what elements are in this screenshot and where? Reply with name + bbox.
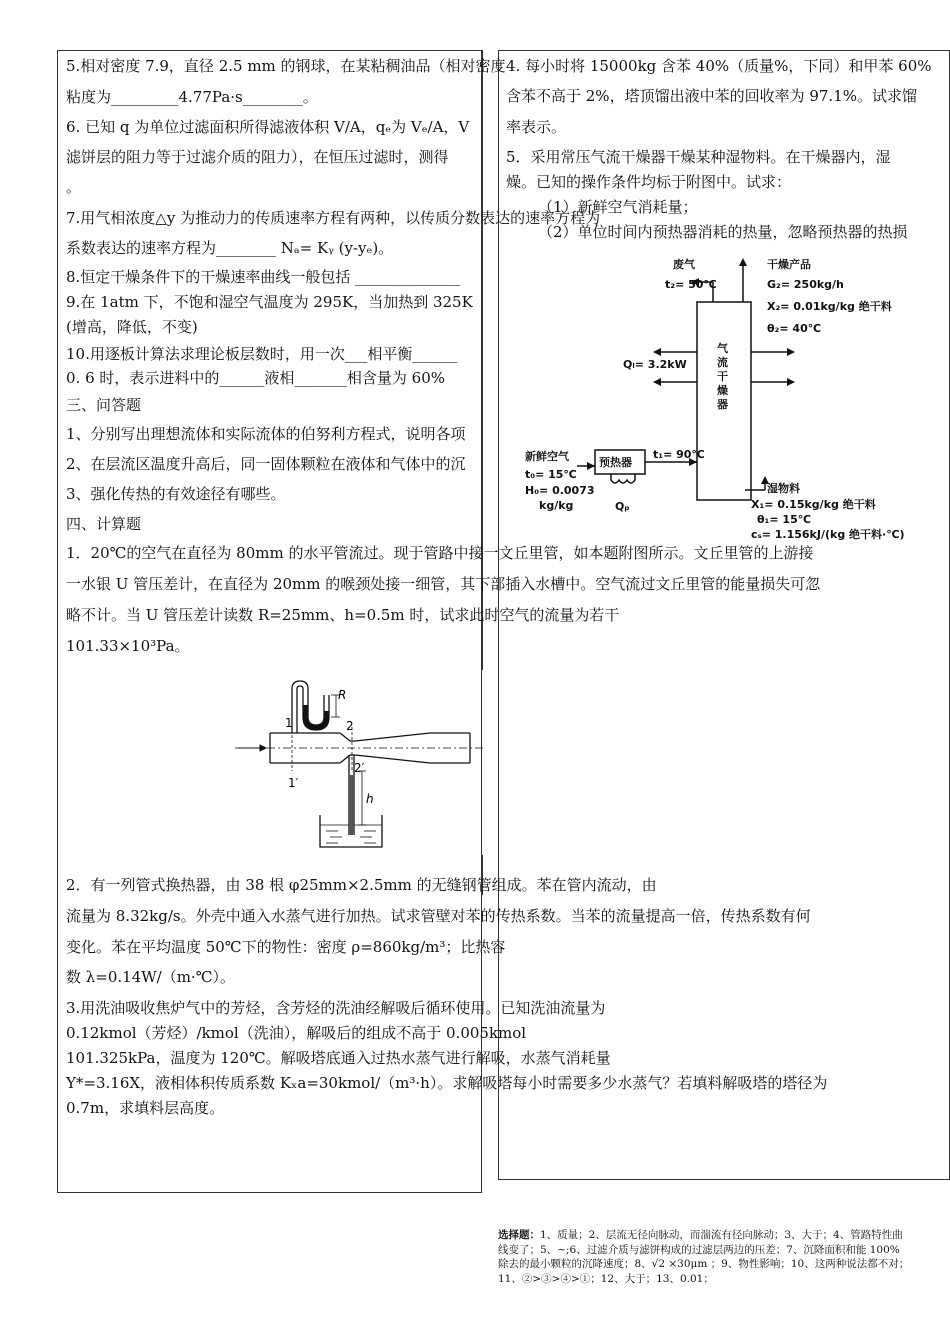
label-dryer-5: 器: [717, 398, 728, 411]
label-X1: X₁= 0.15kg/kg 绝干料: [751, 498, 876, 511]
label-dryer-4: 燥: [717, 384, 728, 397]
q9-line2: (增高，降低，不变): [66, 318, 198, 336]
calc2-line1: 2．有一列管式换热器，由 38 根 φ25mm×2.5mm 的无缝钢管组成。苯在管内流动，由: [66, 876, 657, 894]
q6-line3: 。: [66, 178, 82, 196]
venturi-diagram: [230, 675, 490, 855]
r-q5-sub1: （1）新鲜空气消耗量；: [538, 198, 698, 216]
r-q4-line2: 含苯不高于 2%，塔顶馏出液中苯的回收率为 97.1%。试求馏: [506, 87, 917, 105]
q5-line1: 5.相对密度 7.9，直径 2.5 mm 的钢球，在某粘稠油品（相对密度: [66, 57, 506, 75]
label-theta1: θ₁= 15℃: [757, 513, 812, 526]
calc3-line3: 101.325kPa，温度为 120℃。解吸塔底通入过热水蒸气进行解吸，水蒸气消耗量: [66, 1049, 611, 1067]
label-preheater: 预热器: [599, 456, 632, 469]
label-wet-material: 湿物料: [767, 482, 800, 495]
calc1-line1: 1．20℃的空气在直径为 80mm 的水平管流过。现于管路中接一文丘里管，如本题附图所示。文丘里管的上游接: [66, 544, 814, 562]
label-QL: Qₗ= 3.2kW: [623, 358, 687, 371]
calc1-line4: 101.33×10³Pa。: [66, 637, 190, 655]
q6-line1: 6. 已知 q 为单位过滤面积所得滤液体积 V/A，qₑ为 Vₑ/A，V: [66, 118, 470, 136]
calc2-line3: 变化。苯在平均温度 50℃下的物性：密度 ρ=860kg/m³；比热容: [66, 938, 506, 956]
calc2-line4: 数 λ=0.14W/（m·℃）。: [66, 968, 235, 986]
label-theta2: θ₂= 40℃: [767, 322, 822, 335]
calc3-line2: 0.12kmol（芳烃）/kmol（洗油），解吸后的组成不高于 0.005kmol: [66, 1024, 527, 1042]
label-1: 1: [285, 716, 293, 730]
q7-line2: 系数表达的速率方程为________ Nₐ= Kᵧ (y-yₑ)。: [66, 239, 394, 257]
q10-line2: 0. 6 时，表示进料中的______液相_______相含量为 60%: [66, 369, 446, 387]
label-H0-unit: kg/kg: [539, 499, 574, 512]
label-R: R: [338, 688, 347, 702]
r-q5-line1: 5．采用常压气流干燥器干燥某种湿物料。在干燥器内，湿: [506, 148, 891, 166]
label-2: 2: [346, 719, 354, 733]
label-waste-gas: 废气: [673, 258, 695, 271]
label-t2: t₂= 50℃: [665, 278, 717, 291]
label-h: h: [366, 792, 374, 806]
label-cs: cₛ= 1.156kJ/(kg 绝干料·℃): [751, 528, 905, 541]
qa-2: 2、在层流区温度升高后，同一固体颗粒在液体和气体中的沉: [66, 455, 466, 473]
answers-label: 选择题：: [498, 1229, 540, 1241]
calc3-line5: 0.7m，求填料层高度。: [66, 1099, 225, 1117]
q9-line1: 9.在 1atm 下，不饱和湿空气温度为 295K，当加热到 325K: [66, 293, 473, 311]
calc3-line1: 3.用洗油吸收焦炉气中的芳烃，含芳烃的洗油经解吸后循环使用。已知洗油流量为: [66, 999, 606, 1017]
q6-line2: 滤饼层的阻力等于过滤介质的阻力），在恒压过滤时，测得: [66, 148, 449, 166]
r-q4-line3: 率表示。: [506, 118, 567, 136]
q7-line1: 7.用气相浓度△y 为推动力的传质速率方程有两种，以传质分数表达的速率方程为: [66, 209, 601, 227]
label-dryer-1: 气: [717, 342, 728, 355]
r-q4-line1: 4. 每小时将 15000kg 含苯 40%（质量%，下同）和甲苯 60%: [506, 57, 932, 75]
section-4-heading: 四、计算题: [66, 515, 142, 533]
qa-1: 1、分别写出理想流体和实际流体的伯努利方程式，说明各项: [66, 425, 466, 443]
label-G2: G₂= 250kg/h: [767, 278, 844, 291]
calc2-line2: 流量为 8.32kg/s。外壳中通入水蒸气进行加热。试求管壁对苯的传热系数。当苯的流量提高一倍，传热系数有何: [66, 907, 811, 925]
r-q5-sub2: （2）单位时间内预热器消耗的热量，忽略预热器的热损: [538, 223, 908, 241]
label-X2: X₂= 0.01kg/kg 绝干料: [767, 300, 892, 313]
section-3-heading: 三、问答题: [66, 396, 142, 414]
answers-text: 1、质量；2、层流无径向脉动，而湍流有径向脉动；3、大于；4、管路特性曲线变了；5、~;6、过滤介质与滤饼构成的过滤层两边的压差；7、沉降面积和能 100%除去的最小颗粒的沉降速度；8、√2 ×30μm ；9、物性影响；10、这两种说法都不对；11、②>③>④>①；12、大于；13、0.01；: [498, 1229, 910, 1285]
label-product: 干燥产品: [767, 258, 811, 271]
label-dryer-2: 流: [717, 356, 728, 369]
label-dryer-3: 干: [717, 370, 728, 383]
label-1-prime: 1′: [288, 776, 299, 790]
q8: 8.恒定干燥条件下的干燥速率曲线一般包括 ______________: [66, 268, 461, 286]
r-q5-line2: 燥。已知的操作条件均标于附图中。试求：: [506, 173, 792, 191]
label-t0: t₀= 15℃: [525, 468, 577, 481]
label-t1: t₁= 90℃: [653, 448, 705, 461]
label-H0: H₀= 0.0073: [525, 484, 595, 497]
label-fresh-air: 新鲜空气: [525, 450, 569, 463]
qa-3: 3、强化传热的有效途径有哪些。: [66, 485, 286, 503]
dryer-diagram: [505, 252, 945, 544]
label-2-prime: 2′: [354, 761, 365, 775]
label-Qp: Qₚ: [615, 500, 630, 513]
calc3-line4: Y*=3.16X，液相体积传质系数 Kₓa=30kmol/（m³·h）。求解吸塔每小时需要多少水蒸气？若填料解吸塔的塔径为: [66, 1074, 828, 1092]
answers-block: [498, 1228, 910, 1286]
calc1-line3: 略不计。当 U 管压差计读数 R=25mm、h=0.5m 时，试求此时空气的流量为若干: [66, 606, 620, 624]
calc1-line2: 一水银 U 管压差计，在直径为 20mm 的喉颈处接一细管，其下部插入水槽中。空气流过文丘里管的能量损失可忽: [66, 575, 821, 593]
q10-line1: 10.用逐板计算法求理论板层数时，用一次___相平衡______: [66, 345, 458, 363]
q5-line2: 粘度为_________4.77Pa·s________。: [66, 88, 318, 106]
